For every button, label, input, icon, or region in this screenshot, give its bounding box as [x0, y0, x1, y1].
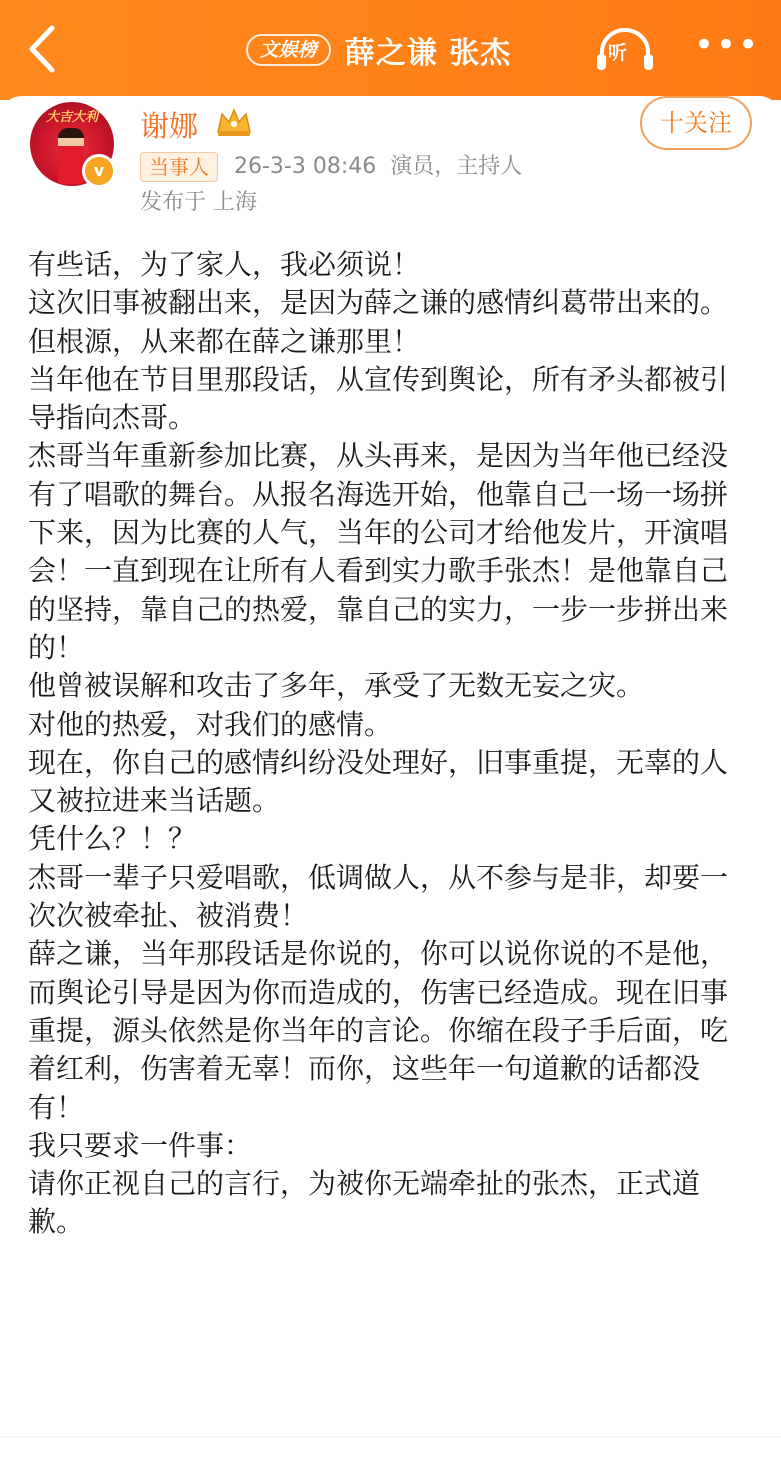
- listen-label: 听: [608, 42, 628, 64]
- content-paragraph: 这次旧事被翻出来，是因为薛之谦的感情纠葛带出来的。: [28, 286, 729, 320]
- content-paragraph: 请你正视自己的言行，为被你无端牵扯的张杰，正式道歉。: [28, 1167, 701, 1239]
- more-options-button[interactable]: •••: [694, 25, 761, 65]
- content-paragraph: 有些话，为了家人，我必须说！: [28, 248, 421, 281]
- content-paragraph: 我只要求一件事：: [28, 1128, 253, 1162]
- avatar-banner-text: 大吉大利: [45, 110, 98, 125]
- content-paragraph: 现在，你自己的感情纠纷没处理好，旧事重提，无辜的人又被拉进来当话题。: [28, 745, 729, 818]
- rank-badge[interactable]: 文娱榜: [246, 34, 331, 66]
- content-paragraph: 薛之谦，当年那段话是你说的，你可以说你说的不是他，而舆论引导是因为你而造成的，伤害已经造成。现在旧事重提，源头依然是你当年的言论。你缩在段子手后面，吃着红利，伤害着无辜！而你，这些年一句道歉的话都没有！: [28, 937, 729, 1124]
- content-paragraph: 杰哥当年重新参加比赛，从头再来，是因为当年他已经没有了唱歌的舞台。从报名海选开始，他靠自己一场一场拼下来，因为比赛的人气，当年的公司才给他发片，开演唱会！一直到现在让所有人看到实力歌手张杰！是他靠自己的坚持，靠自己的热爱，靠自己的实力，一步一步拼出来的！: [28, 439, 729, 664]
- content-paragraph: 凭什么？！？: [28, 822, 197, 856]
- author-name[interactable]: 谢娜: [140, 109, 199, 143]
- post-location: 发布于 上海: [140, 190, 257, 215]
- post-meta: 26-3-3 08:46 演员，主持人: [234, 154, 523, 179]
- topic-title: 薛之谦 张杰: [344, 36, 512, 71]
- avatar-figure: [58, 128, 84, 184]
- content-paragraph: 他曾被误解和攻击了多年，承受了无数无妄之灾。: [28, 669, 645, 703]
- listen-button[interactable]: [594, 24, 656, 76]
- follow-button[interactable]: 十关注: [640, 96, 752, 150]
- content-paragraph: 当年他在节目里那段话，从宣传到舆论，所有矛头都被引导指向杰哥。: [28, 362, 729, 435]
- party-tag: 当事人: [140, 152, 218, 182]
- post-content: [28, 246, 753, 1242]
- post-card: [0, 96, 781, 1470]
- crown-badge-icon: [214, 106, 254, 138]
- top-bar: [0, 0, 781, 100]
- content-paragraph: 杰哥一辈子只爱唱歌，低调做人，从不参与是非，却要一次次被牵扯、被消费！: [28, 860, 729, 933]
- content-paragraph: 但根源，从来都在薛之谦那里！: [28, 324, 421, 358]
- topic-header: [0, 25, 781, 72]
- divider: [0, 1436, 781, 1437]
- verified-badge-icon: v: [82, 154, 116, 188]
- content-paragraph: 对他的热爱，对我们的感情。: [28, 707, 393, 741]
